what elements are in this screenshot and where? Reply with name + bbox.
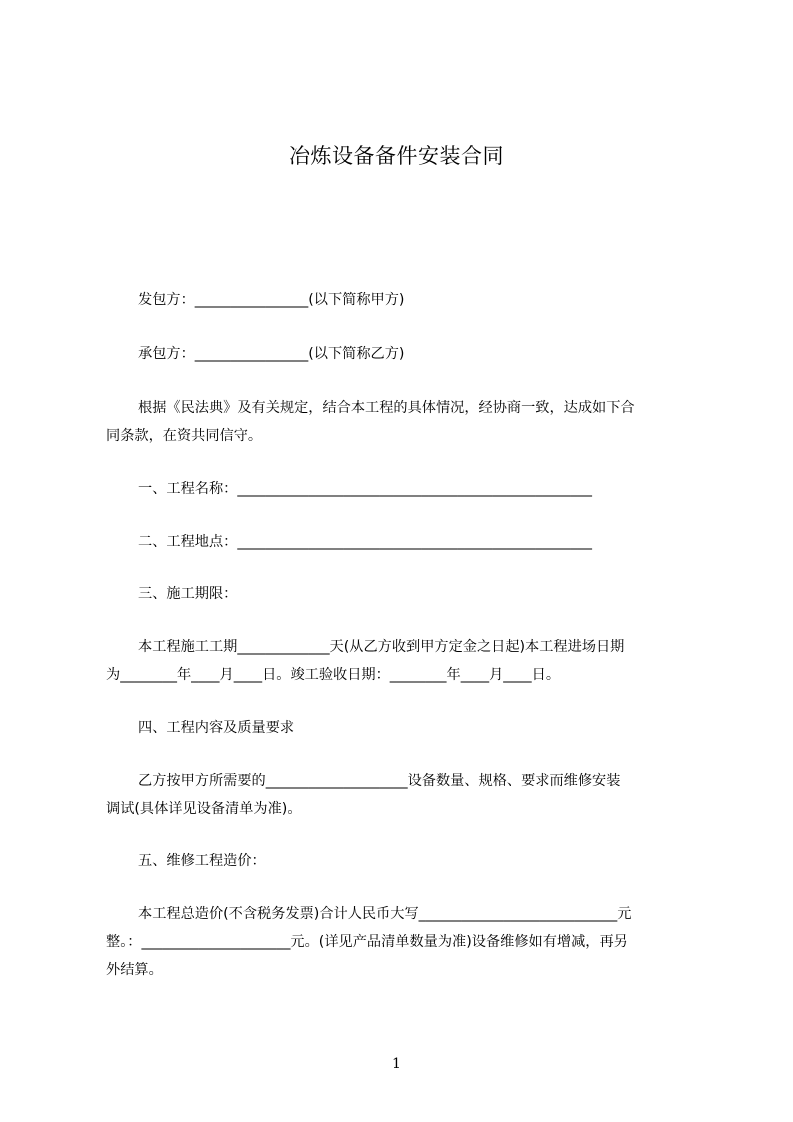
- section-heading-project-location: 二、工程地点：__________________________________________________: [138, 534, 593, 550]
- party-a-line: 发包方：________________(以下简称甲方): [138, 292, 405, 308]
- preamble-line-2: 同条款，在资共同信守。: [106, 428, 263, 444]
- price-line-3: 外结算。: [106, 962, 163, 978]
- period-line-2: 为________年____月____日。竣工验收日期：________年____月____日。: [106, 667, 561, 683]
- period-line-1: 本工程施工工期_____________天(从乙方收到甲方定金之日起)本工程进场日期: [138, 639, 625, 655]
- section-heading-content-quality: 四、工程内容及质量要求: [138, 720, 295, 736]
- price-line-2: 整。：_____________________元。(详见产品清单数量为准)设备维修如有增减，再另: [106, 934, 628, 950]
- content-line-1: 乙方按甲方所需要的____________________设备数量、规格、要求而维修安装: [138, 773, 621, 789]
- preamble-line-1: 根据《民法典》及有关规定，结合本工程的具体情况，经协商一致，达成如下合: [138, 400, 635, 416]
- document-title: 冶炼设备备件安装合同: [289, 144, 504, 168]
- party-b-line: 承包方：________________(以下简称乙方): [138, 346, 405, 362]
- section-heading-construction-period: 三、施工期限：: [138, 586, 238, 602]
- section-heading-project-cost: 五、维修工程造价：: [138, 853, 266, 869]
- section-heading-project-name: 一、工程名称：__________________________________________________: [138, 481, 593, 497]
- content-line-2: 调试(具体详见设备清单为准)。: [106, 801, 302, 817]
- price-line-1: 本工程总造价(不含税务发票)合计人民币大写____________________________元: [138, 906, 632, 922]
- page-number: 1: [392, 1056, 401, 1072]
